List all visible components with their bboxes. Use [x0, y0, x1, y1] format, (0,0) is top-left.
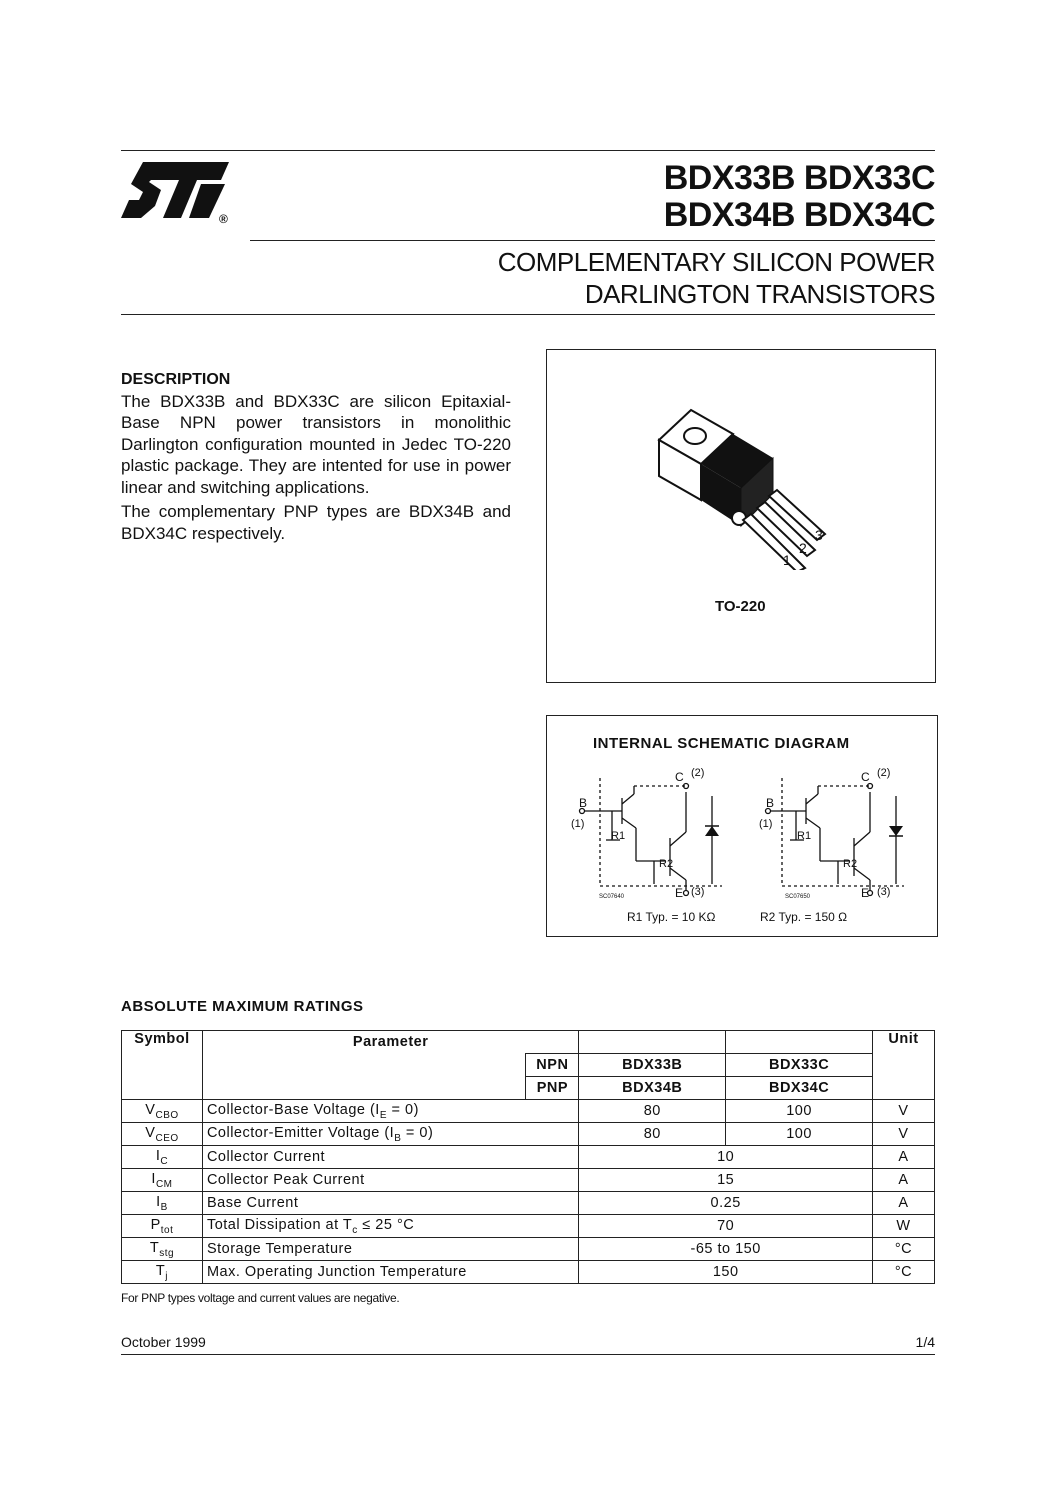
description-heading: DESCRIPTION [121, 371, 231, 388]
value-cell: 150 [579, 1261, 873, 1284]
table-row [122, 1238, 935, 1261]
subtitle-line1: COMPLEMENTARY SILICON POWER [497, 247, 935, 277]
npn-e-label: E [675, 886, 684, 900]
header-mid-rule [250, 240, 935, 241]
npn-r1-label: R1 [611, 830, 626, 842]
table-row [122, 1123, 935, 1146]
pnp-c-part: BDX34C [726, 1077, 873, 1100]
table-npn-row [122, 1054, 935, 1077]
pnp-b-pin: (1) [759, 818, 773, 830]
table-row [122, 1261, 935, 1284]
npn-b-label: B [579, 796, 588, 810]
parameter-cell: Collector Current [202, 1146, 578, 1169]
value-cell-c: 100 [726, 1123, 873, 1146]
ratings-note: For PNP types voltage and current values are negative. [121, 1291, 400, 1305]
pnp-b-label: B [766, 796, 775, 810]
npn-c-pin: (2) [691, 767, 705, 779]
pnp-schematic [754, 766, 929, 906]
pnp-c-label: C [861, 770, 870, 784]
unit-cell: V [873, 1123, 935, 1146]
header-bottom-rule [121, 314, 935, 315]
col-unit-header: Unit [873, 1031, 935, 1100]
value-cell: 15 [579, 1169, 873, 1192]
npn-label: NPN [526, 1054, 579, 1077]
description-para1: The BDX33B and BDX33C are silicon Epitaxial-Base NPN power transistors in monolithic Darlington configuration mounted in Jedec TO-220 plastic package. They are intented for use in power linear and switching applications. [121, 391, 511, 497]
npn-b-part: BDX33B [579, 1054, 726, 1077]
value-cell: -65 to 150 [579, 1238, 873, 1261]
registered-mark: ® [219, 212, 228, 226]
footer-page-number: 1/4 [915, 1334, 935, 1350]
npn-schematic-code: SC07640 [599, 894, 625, 900]
parameter-cell: Base Current [202, 1192, 578, 1215]
symbol-cell: $I_B$ [122, 1192, 203, 1215]
unit-cell: V [873, 1100, 935, 1123]
table-row [122, 1100, 935, 1123]
npn-c-label: C [675, 770, 684, 784]
npn-r2-label: R2 [659, 858, 674, 870]
symbol-cell: $V_{CEO}$ [122, 1123, 203, 1146]
parameter-cell: Total Dissipation at $T_c \le 25$ °C [202, 1215, 578, 1238]
parameter-cell: Collector-Base Voltage $(I_E = 0)$ [202, 1100, 578, 1123]
schematic-box [546, 715, 938, 937]
value-cell-b: 80 [579, 1123, 726, 1146]
unit-cell: W [873, 1215, 935, 1238]
npn-schematic [562, 766, 737, 906]
parameter-cell: Max. Operating Junction Temperature [202, 1261, 578, 1284]
symbol-cell: $T_{stg}$ [122, 1238, 203, 1261]
header-blank-2 [726, 1031, 873, 1054]
package-box [546, 349, 936, 683]
pnp-label: PNP [526, 1077, 579, 1100]
part-numbers-line2: BDX34B BDX34C [663, 196, 935, 234]
description-para2: The complementary PNP types are BDX34B and BDX34C respectively. [121, 502, 511, 543]
symbol-cell: $P_{tot}$ [122, 1215, 203, 1238]
ratings-heading: ABSOLUTE MAXIMUM RATINGS [121, 998, 364, 1015]
footer-rule [121, 1354, 935, 1355]
r2-typical-value: R2 Typ. = 150 Ω [760, 910, 848, 924]
symbol-cell: $V_{CBO}$ [122, 1100, 203, 1123]
value-cell-b: 80 [579, 1100, 726, 1123]
pnp-r1-label: R1 [797, 830, 812, 842]
header-blank-1 [579, 1031, 726, 1054]
pnp-b-part: BDX34B [579, 1077, 726, 1100]
value-cell: 10 [579, 1146, 873, 1169]
pin-3-label: 3 [815, 527, 823, 543]
parameter-cell: Collector-Emitter Voltage $(I_B = 0)$ [202, 1123, 578, 1146]
table-row [122, 1215, 935, 1238]
pin-2-label: 2 [799, 540, 807, 556]
description-block [121, 369, 511, 551]
part-numbers-line1: BDX33B BDX33C [663, 159, 935, 197]
col-symbol-header: Symbol [122, 1031, 203, 1100]
ratings-table [121, 1030, 935, 1284]
schematic-title: INTERNAL SCHEMATIC DIAGRAM [593, 735, 850, 752]
unit-cell: A [873, 1192, 935, 1215]
npn-b-pin: (1) [571, 818, 585, 830]
footer-date: October 1999 [121, 1334, 206, 1350]
value-cell: 0.25 [579, 1192, 873, 1215]
parameter-cell: Collector Peak Current [202, 1169, 578, 1192]
pnp-r2-label: R2 [843, 858, 858, 870]
parameter-header-blank [202, 1054, 525, 1100]
symbol-cell: $T_j$ [122, 1261, 203, 1284]
pnp-e-label: E [861, 886, 870, 900]
table-header-row [122, 1031, 935, 1054]
subtitle-line2: DARLINGTON TRANSISTORS [584, 279, 935, 309]
to220-package-image [647, 400, 847, 570]
parameter-cell: Storage Temperature [202, 1238, 578, 1261]
value-cell-c: 100 [726, 1100, 873, 1123]
symbol-cell: $I_C$ [122, 1146, 203, 1169]
r1-typical-value: R1 Typ. = 10 KΩ [627, 910, 716, 924]
package-label: TO-220 [715, 598, 766, 615]
unit-cell: °C [873, 1261, 935, 1284]
table-row [122, 1192, 935, 1215]
pnp-c-pin: (2) [877, 767, 891, 779]
st-logo [121, 160, 241, 230]
pin-1-label: 1 [783, 552, 791, 568]
pnp-schematic-code: SC07650 [785, 894, 811, 900]
header-top-rule [121, 150, 935, 151]
unit-cell: °C [873, 1238, 935, 1261]
table-row [122, 1169, 935, 1192]
unit-cell: A [873, 1169, 935, 1192]
unit-cell: A [873, 1146, 935, 1169]
npn-c-part: BDX33C [726, 1054, 873, 1077]
col-parameter-header: Parameter [202, 1031, 578, 1054]
npn-e-pin: (3) [691, 886, 705, 898]
table-row [122, 1146, 935, 1169]
pnp-e-pin: (3) [877, 886, 891, 898]
value-cell: 70 [579, 1215, 873, 1238]
symbol-cell: $I_{CM}$ [122, 1169, 203, 1192]
